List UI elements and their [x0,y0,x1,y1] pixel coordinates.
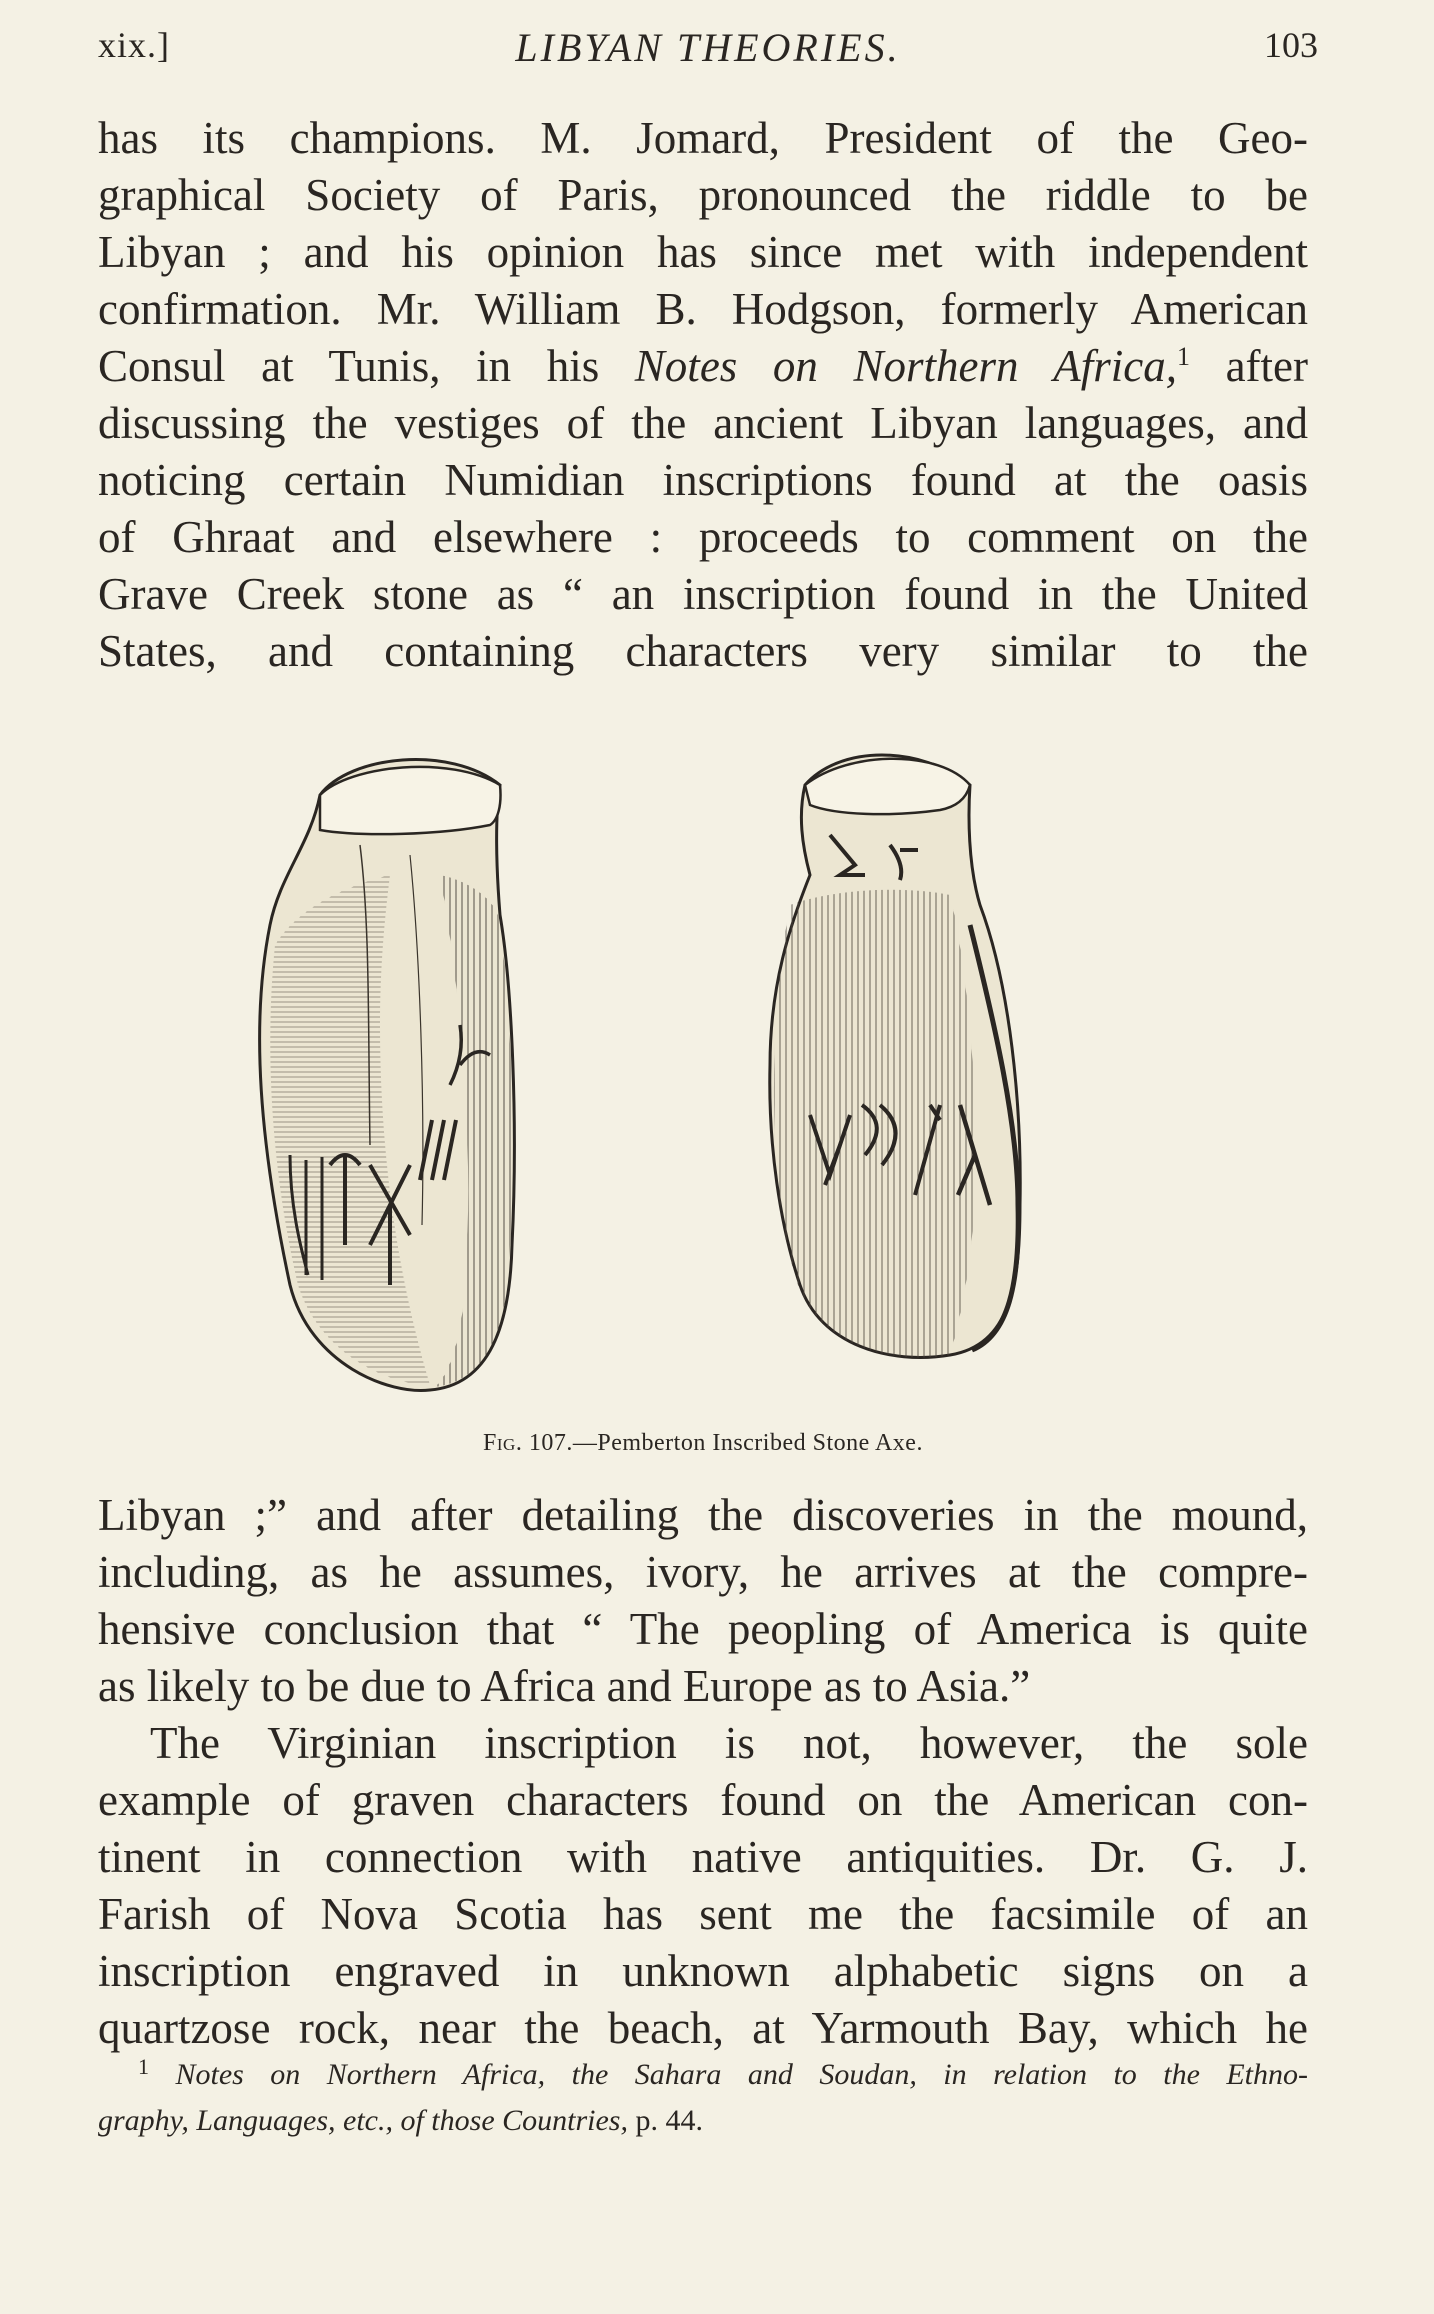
page-number: 103 [1264,25,1318,65]
text-line: has its champions. M. Jomard, President of the Geo- [98,113,1308,163]
text-line: tinent in connection with native antiquities. Dr. G. J. [98,1832,1308,1882]
footnote-marker: 1 [138,2054,149,2079]
text-segment: after [1189,341,1308,391]
paragraph-3 [98,1715,1308,2057]
footnote-page-ref: p. 44. [627,2104,703,2137]
footnote-citation: Notes on Northern Africa, the Sahara and Soudan, in relation to the Ethno- [175,2058,1309,2091]
footnote-citation-continued: graphy, Languages, etc., of those Countries, [98,2104,628,2137]
footnote [98,2052,1308,2144]
paragraph-1 [98,110,1308,680]
cited-title: Notes on Northern Africa, [634,341,1177,391]
right-stone-axe [770,755,1020,1357]
footnote-reference: 1 [1176,342,1190,371]
text-line: example of graven characters found on the American con- [98,1775,1308,1825]
text-line: confirmation. Mr. William B. Hodgson, formerly American [98,284,1308,334]
text-line: including, as he assumes, ivory, he arrives at the compre- [98,1547,1308,1597]
text-line: noticing certain Numidian inscriptions found at the oasis [98,455,1308,505]
text-line: Farish of Nova Scotia has sent me the facsimile of an [98,1889,1308,1939]
text-line: discussing the vestiges of the ancient Libyan languages, and [98,398,1308,448]
figure-label: Fig. 107. [483,1430,573,1456]
figure-caption [98,1430,1308,1457]
running-title: LIBYAN THEORIES. [515,25,901,70]
left-stone-axe [260,760,515,1391]
stone-axes-engraving [250,725,1150,1405]
text-line: States, and containing characters very similar to the [98,626,1308,676]
text-line: Libyan ;” and after detailing the discoveries in the mound, [98,1490,1308,1540]
chapter-number: xix.] [98,25,170,65]
text-line: graphical Society of Paris, pronounced the riddle to be [98,170,1308,220]
paragraph-2 [98,1487,1308,1715]
text-line: Grave Creek stone as “ an inscription found in the United [98,569,1308,619]
text-line: hensive conclusion that “ The peopling of America is quite [98,1604,1308,1654]
footnote-line [98,2052,1308,2098]
text-line: as likely to be due to Africa and Europe as to Asia.” [98,1661,1031,1711]
text-line: Libyan ; and his opinion has since met with independent [98,227,1308,277]
figure-107-illustration [250,725,1150,1405]
figure-title: —Pemberton Inscribed Stone Axe. [572,1430,923,1456]
text-line: inscription engraved in unknown alphabetic signs on a [98,1946,1308,1996]
text-segment: Consul at Tunis, in his [98,341,635,391]
text-line: of Ghraat and elsewhere : proceeds to comment on the [98,512,1308,562]
text-line: The Virginian inscription is not, however, the sole [150,1718,1308,1768]
footnote-line [98,2098,1308,2144]
text-line-with-citation [98,338,1308,395]
running-header [98,24,1318,74]
text-line: quartzose rock, near the beach, at Yarmouth Bay, which he [98,2003,1308,2053]
